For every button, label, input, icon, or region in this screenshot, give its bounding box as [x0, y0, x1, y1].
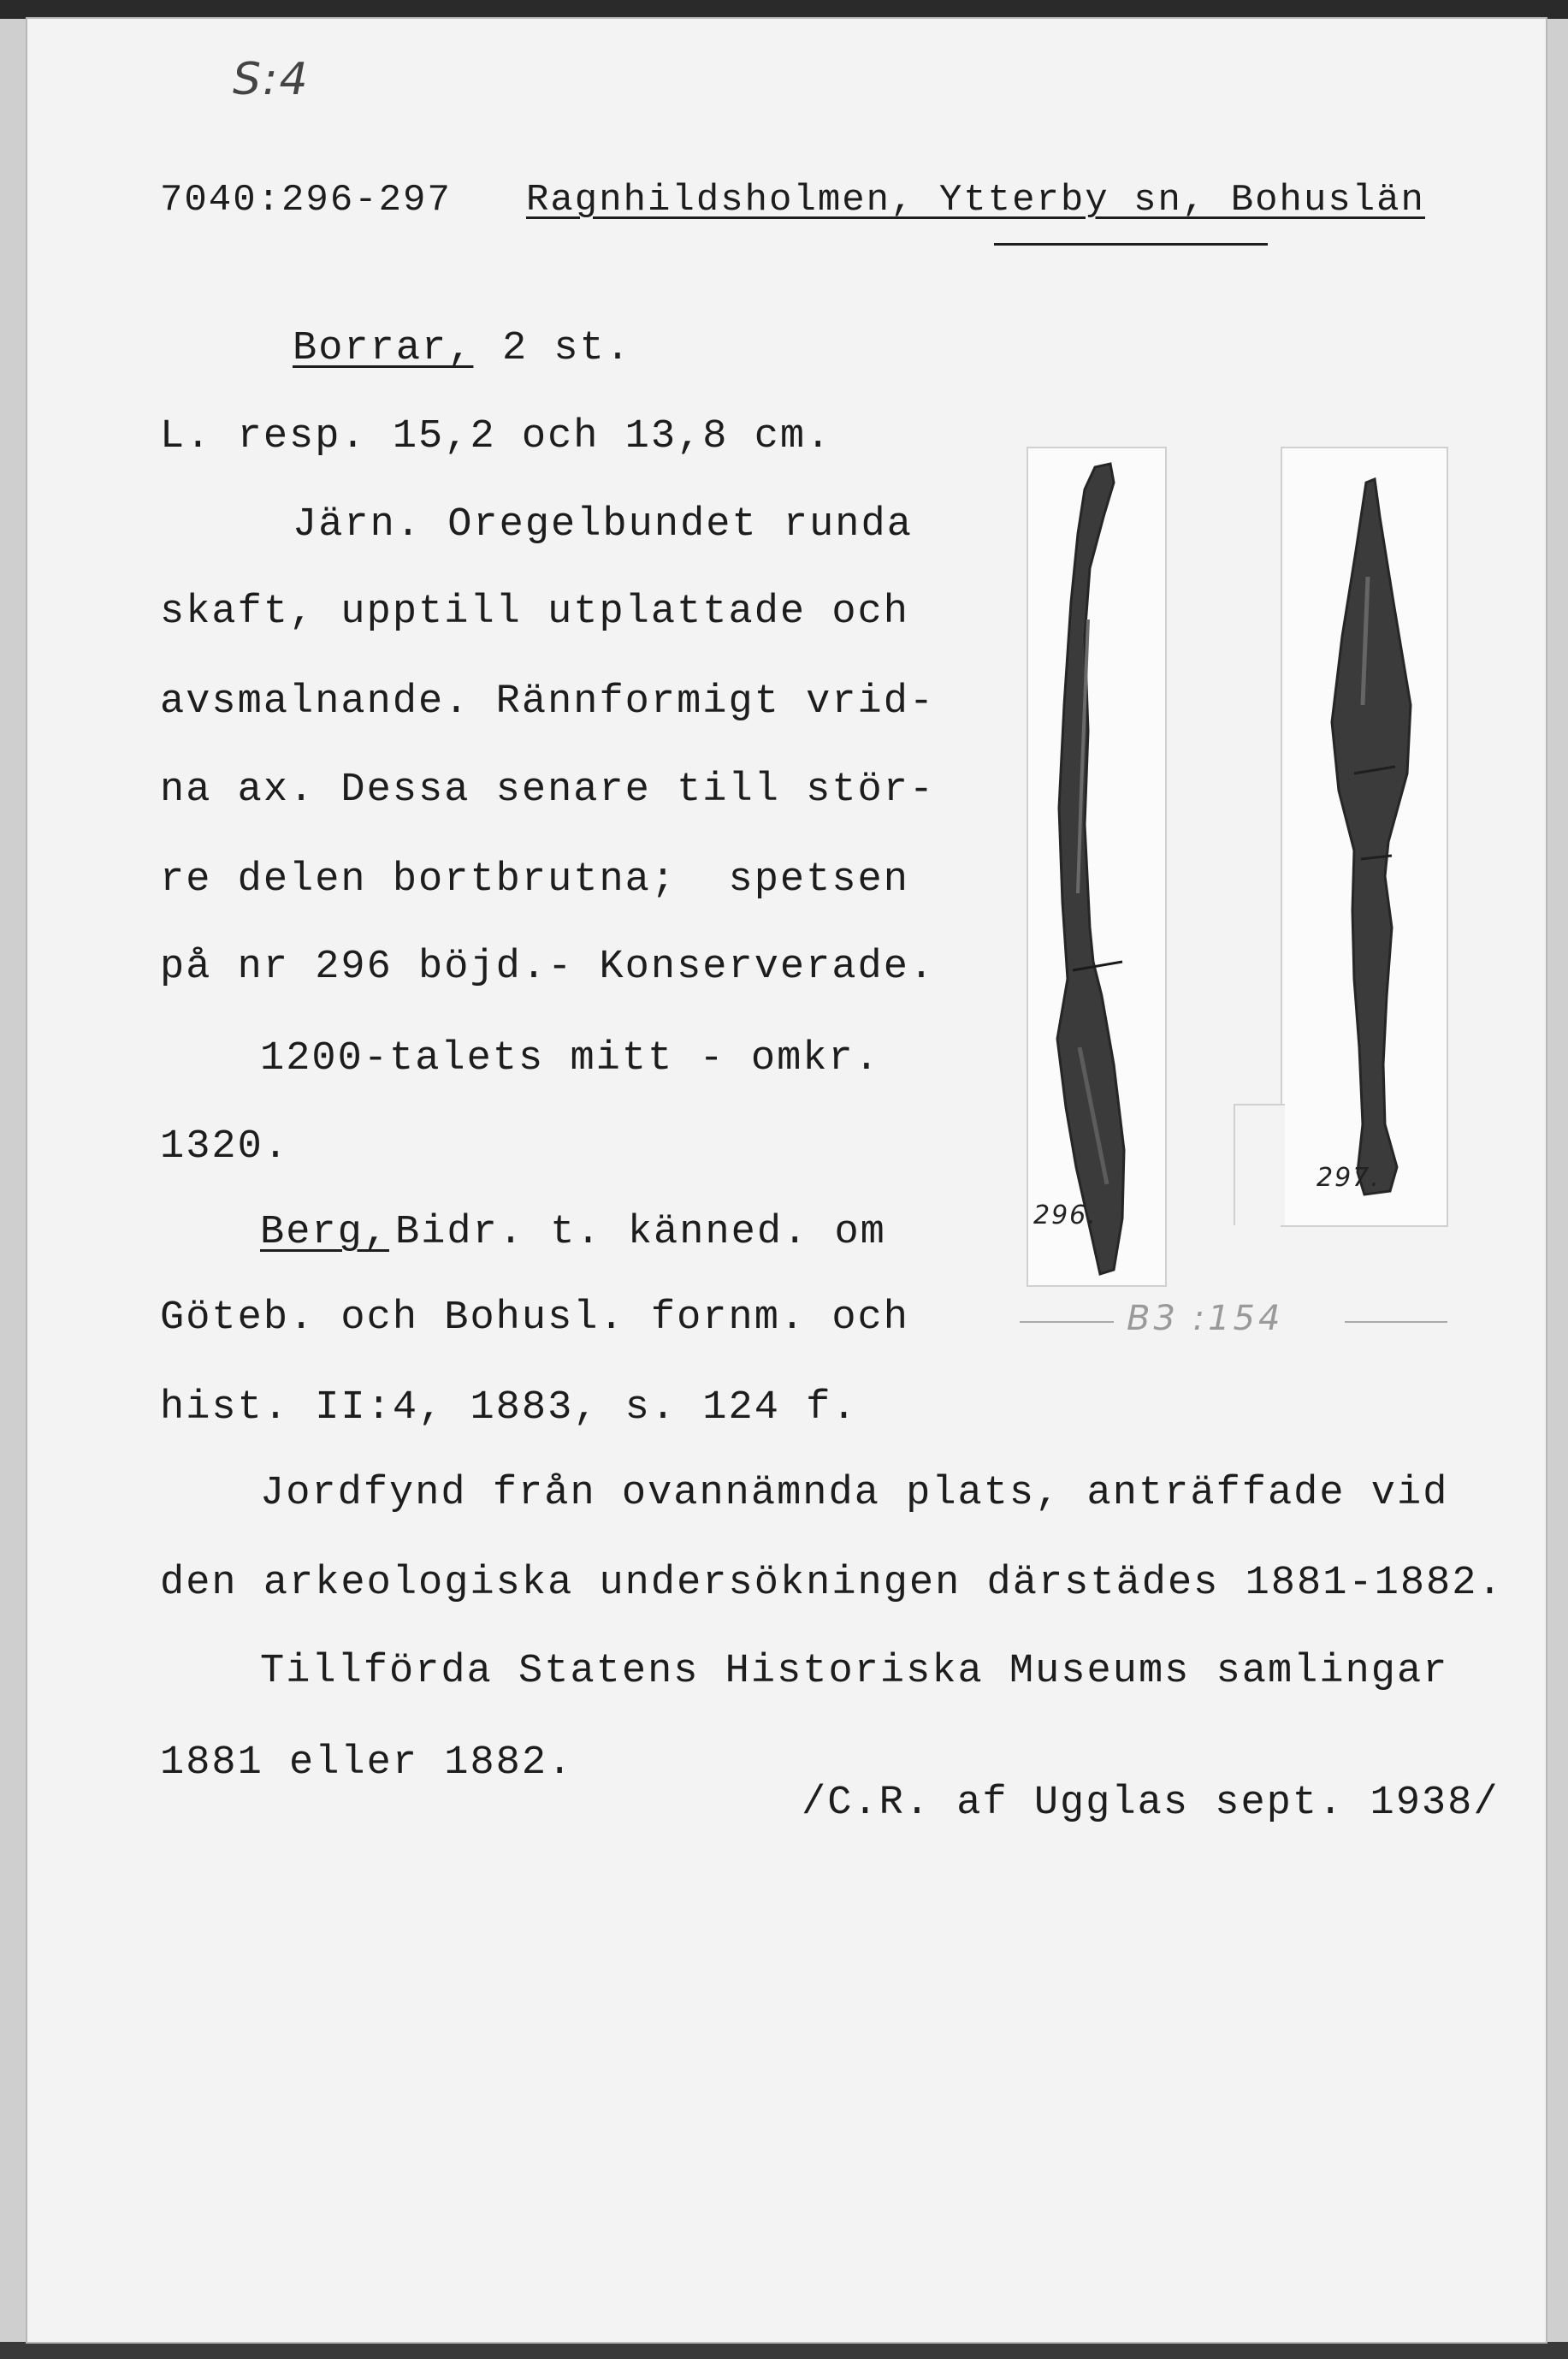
drill-bit-297-image — [1282, 448, 1447, 1225]
photo-mount-step — [1234, 1104, 1285, 1225]
box-mark: S:4 — [233, 54, 310, 105]
description-line: Järn. Oregelbundet runda — [293, 502, 913, 548]
description-line: på nr 296 böjd.- Konserverade. — [160, 945, 936, 990]
pencil-reference: B3 :154 — [1127, 1299, 1284, 1338]
description-line: L. resp. 15,2 och 13,8 cm. — [160, 414, 832, 459]
find-location: Ragnhildsholmen, Ytterby sn, Bohuslän — [526, 179, 1425, 222]
reference-title: Bidr. t. känned. om — [395, 1210, 886, 1255]
photo-tool-296 — [1027, 447, 1167, 1287]
photo-tool-297 — [1281, 447, 1448, 1227]
reference-line: hist. II:4, 1883, s. 124 f. — [160, 1385, 858, 1431]
catalog-card — [27, 19, 1546, 2342]
provenance-line: Tillförda Statens Historiska Museums samlingar — [260, 1649, 1449, 1694]
provenance-line: Jordfynd från ovannämnda plats, anträffade vid — [260, 1471, 1449, 1516]
provenance-line: den arkeologiska undersökningen därstädes 1881-1882. — [160, 1561, 1504, 1606]
location-underline-extra — [994, 243, 1268, 246]
object-title: Borrar, — [293, 326, 474, 371]
tool-297-label: 297. — [1317, 1163, 1381, 1193]
reference-line: Göteb. och Bohusl. fornm. och — [160, 1295, 909, 1341]
description-line: na ax. Dessa senare till stör- — [160, 768, 936, 813]
reference-author: Berg, — [260, 1210, 390, 1255]
pencil-dash-left — [1020, 1321, 1114, 1323]
dating-line: 1200-talets mitt - omkr. — [260, 1036, 880, 1082]
tool-296-label: 296. — [1033, 1200, 1098, 1230]
catalog-number: 7040:296-297 — [160, 179, 452, 222]
description-line: re delen bortbrutna; spetsen — [160, 857, 909, 903]
scan-border-bottom — [0, 2342, 1568, 2359]
signature: /C.R. af Ugglas sept. 1938/ — [802, 1781, 1500, 1826]
scan-border-top — [0, 0, 1568, 19]
description-line: skaft, upptill utplattade och — [160, 590, 909, 635]
pencil-dash-right — [1345, 1321, 1447, 1323]
provenance-line: 1881 eller 1882. — [160, 1740, 574, 1786]
drill-bit-296-image — [1028, 448, 1165, 1285]
object-count: 2 st. — [502, 326, 632, 371]
description-line: avsmalnande. Rännformigt vrid- — [160, 679, 936, 725]
dating-line: 1320. — [160, 1124, 290, 1170]
